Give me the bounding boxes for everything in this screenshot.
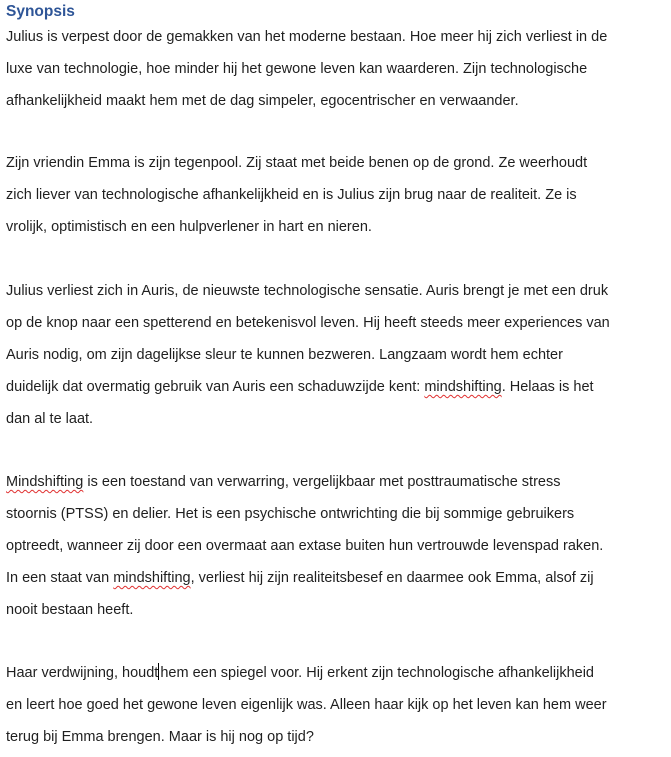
text-run: In een staat van — [6, 570, 114, 586]
paragraph-2-line-3: vrolijk, optimistisch en een hulpverlener in hart en nieren. — [6, 219, 372, 235]
paragraph-3-line-2: op de knop naar een spetterend en betekenisvol leven. Hij heeft steeds meer experiences van — [6, 315, 610, 331]
paragraph-4-line-5: nooit bestaan heeft. — [6, 602, 134, 618]
paragraph-4-line-3: optreedt, wanneer zij door een overmaat aan extase buiten hun vertrouwde levenspad raken. — [6, 538, 604, 554]
misspelled-word-mindshifting[interactable]: mindshifting — [424, 379, 502, 395]
paragraph-3-line-4 — [6, 377, 594, 397]
paragraph-1-line-2: luxe van technologie, hoe minder hij het gewone leven kan waarderen. Zijn technologische — [6, 61, 588, 77]
paragraph-1-line-1: Julius is verpest door de gemakken van het moderne bestaan. Hoe meer hij zich verliest in de — [6, 29, 608, 45]
text-run: is een toestand van verwarring, vergelijkbaar met posttraumatische stress — [83, 474, 561, 490]
text-run: hem een spiegel voor. Hij erkent zijn technologische afhankelijkheid — [160, 665, 594, 681]
paragraph-3-line-5: dan al te laat. — [6, 411, 94, 427]
text-run: duidelijk dat overmatig gebruik van Auris een schaduwzijde kent: — [6, 379, 425, 395]
misspelled-word-mindshifting[interactable]: Mindshifting — [6, 474, 84, 490]
paragraph-5-line-1 — [6, 663, 594, 683]
synopsis-heading: Synopsis — [6, 3, 75, 20]
misspelled-word-mindshifting[interactable]: mindshifting — [113, 570, 191, 586]
paragraph-1-line-3: afhankelijkheid maakt hem met de dag simpeler, egocentrischer en verwaander. — [6, 93, 519, 109]
paragraph-2-line-2: zich liever van technologische afhankelijkheid en is Julius zijn brug naar de realiteit. Ze is — [6, 187, 577, 203]
paragraph-2-line-1: Zijn vriendin Emma is zijn tegenpool. Zij staat met beide benen op de grond. Ze weerhoudt — [6, 155, 588, 171]
text-run: , verliest hij zijn realiteitsbesef en daarmee ook Emma, alsof zij — [190, 570, 594, 586]
paragraph-5-line-3: terug bij Emma brengen. Maar is hij nog op tijd? — [6, 729, 314, 745]
text-run: Haar verdwijning, houdt — [6, 665, 159, 681]
paragraph-3-line-1: Julius verliest zich in Auris, de nieuwste technologische sensatie. Auris brengt je met een druk — [6, 283, 609, 299]
paragraph-4-line-2: stoornis (PTSS) en delier. Het is een psychische ontwrichting die bij sommige gebruikers — [6, 506, 575, 522]
paragraph-5-line-2: en leert hoe goed het gewone leven eigenlijk was. Alleen haar kijk op het leven kan hem weer — [6, 697, 607, 713]
paragraph-4-line-4 — [6, 568, 594, 588]
paragraph-4-line-1 — [6, 472, 560, 492]
text-run: . Helaas is het — [501, 379, 594, 395]
paragraph-3-line-3: Auris nodig, om zijn dagelijkse sleur te kunnen bezweren. Langzaam wordt hem echter — [6, 347, 563, 363]
